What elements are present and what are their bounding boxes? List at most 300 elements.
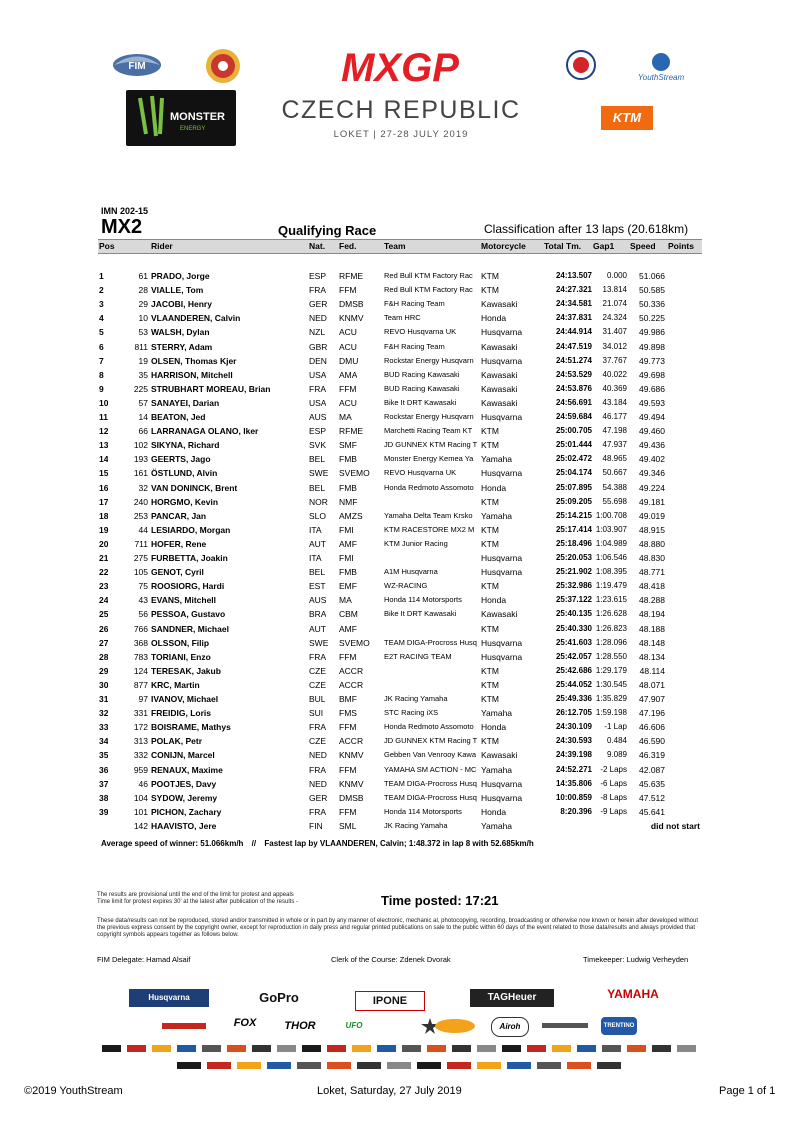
row-rider-name: HARRISON, Mitchell <box>151 369 233 380</box>
row-total-time: 24:51.274 <box>555 355 592 365</box>
row-gap: 9.089 <box>606 750 627 760</box>
row-gap: 1:23.615 <box>595 595 627 605</box>
row-rider-number: 97 <box>138 694 148 704</box>
row-federation: CBM <box>339 609 358 620</box>
row-nationality: AUT <box>309 623 326 634</box>
row-total-time: 25:01.444 <box>555 440 592 450</box>
row-team: Rockstar Energy Husqvarn <box>384 355 474 365</box>
row-rider-name: CONIJN, Marcel <box>151 750 215 761</box>
row-rider-number: 61 <box>138 271 148 281</box>
row-speed: 49.986 <box>639 327 665 338</box>
row-motorcycle: Yamaha <box>481 764 513 775</box>
row-speed: 49.686 <box>639 383 665 394</box>
table-row <box>98 791 702 805</box>
supplier-strip-icon <box>175 1060 625 1072</box>
row-speed: 47.512 <box>639 792 665 803</box>
row-motorcycle: KTM <box>481 623 499 634</box>
row-motorcycle: Kawasaki <box>481 397 518 408</box>
row-speed: 47.907 <box>639 694 665 704</box>
row-speed: 48.418 <box>639 581 665 592</box>
row-rider-name: GENOT, Cyril <box>151 567 204 578</box>
row-motorcycle: KTM <box>481 426 499 437</box>
table-row <box>98 763 702 777</box>
row-nationality: AUS <box>309 412 327 422</box>
row-rider-name: SYDOW, Jeremy <box>151 792 218 803</box>
row-motorcycle: KTM <box>481 679 499 690</box>
row-total-time: 25:00.705 <box>555 426 592 436</box>
row-nationality: NED <box>309 778 327 789</box>
ufo-logo: UFO <box>345 1021 363 1030</box>
row-team: Gebben Van Venrooy Kawa <box>384 750 477 760</box>
row-nationality: ITA <box>309 553 322 563</box>
table-row <box>98 720 702 734</box>
row-position: 18 <box>99 510 109 521</box>
table-row <box>98 579 702 593</box>
row-position: 27 <box>99 637 109 648</box>
row-nationality: GBR <box>309 341 328 352</box>
row-nationality: AUT <box>309 538 326 549</box>
row-position: 3 <box>99 299 104 310</box>
row-team: Honda 114 Motorsports <box>384 806 462 816</box>
row-gap: -6 Laps <box>600 778 627 788</box>
row-federation: MA <box>339 595 352 606</box>
table-row <box>98 424 702 438</box>
fim-logo <box>112 52 162 78</box>
footer-location-date: Loket, Saturday, 27 July 2019 <box>317 1085 462 1097</box>
row-total-time: 24:27.321 <box>555 285 592 295</box>
row-rider-name: POOTJES, Davy <box>151 778 217 789</box>
table-row <box>98 551 702 565</box>
row-rider-name: TORIANI, Enzo <box>151 651 211 662</box>
husqvarna-logo: Husqvarna <box>129 989 209 1007</box>
row-speed: 50.225 <box>639 313 665 324</box>
yamaha-logo: YAMAHA <box>607 987 659 1001</box>
row-motorcycle: Kawasaki <box>481 369 518 380</box>
row-total-time: 25:40.330 <box>555 623 592 633</box>
col-total-time: Total Tm. <box>544 241 582 251</box>
row-speed: 49.898 <box>639 341 665 352</box>
row-nationality: EST <box>309 581 326 592</box>
fox-logo: FOX <box>233 1017 257 1029</box>
row-rider-name: LESIARDO, Morgan <box>151 524 231 535</box>
row-gap: 1:03.907 <box>595 524 627 534</box>
monster-energy-logo <box>126 90 236 146</box>
row-total-time: 24:47.519 <box>555 341 592 351</box>
row-team: Red Bull KTM Factory Rac <box>384 285 473 295</box>
trentino-logo: TRENTINO <box>601 1017 637 1035</box>
row-rider-number: 102 <box>133 440 148 451</box>
row-total-time: 25:40.135 <box>555 609 592 619</box>
row-position: 26 <box>99 623 109 634</box>
provisional-line-1: The results are provisional until the end of the limit for protest and appeals <box>97 892 294 898</box>
table-row <box>98 325 702 339</box>
row-team: Team HRC <box>384 313 421 323</box>
row-position: 23 <box>99 581 109 592</box>
row-nationality: USA <box>309 397 327 408</box>
row-nationality: SVK <box>309 440 327 451</box>
row-federation: FFM <box>339 651 357 662</box>
row-gap: 1:59.198 <box>595 708 627 718</box>
row-gap: 1:04.989 <box>595 538 627 548</box>
row-rider-name: TERESAK, Jakub <box>151 665 221 676</box>
row-team: E2T RACING TEAM <box>384 651 452 661</box>
row-team: Bike It DRT Kawasaki <box>384 397 457 407</box>
table-row <box>98 622 702 636</box>
row-position: 32 <box>99 708 109 719</box>
sponsor-badge-icon <box>433 1017 477 1035</box>
row-team: JK Racing Yamaha <box>384 820 448 830</box>
row-nationality: SLO <box>309 510 327 521</box>
row-total-time: 25:04.174 <box>555 468 592 478</box>
row-federation: ACU <box>339 327 357 338</box>
row-nationality: GER <box>309 299 328 310</box>
row-nationality: FRA <box>309 806 326 817</box>
row-gap: 1:26.823 <box>595 623 627 633</box>
row-rider-name: OLSEN, Thomas Kjer <box>151 355 237 366</box>
row-gap: 21.074 <box>602 299 627 309</box>
row-motorcycle: KTM <box>481 285 499 296</box>
row-gap: -1 Lap <box>604 722 627 732</box>
row-speed: 49.402 <box>639 454 665 465</box>
row-rider-number: 368 <box>133 637 148 648</box>
row-rider-name: SANAYEI, Darian <box>151 397 220 408</box>
row-rider-number: 66 <box>138 426 148 437</box>
row-position: 4 <box>99 313 104 324</box>
row-nationality: BEL <box>309 454 326 465</box>
row-status: did not start <box>650 820 700 831</box>
youthstream-logo-text: YouthStream <box>637 73 685 82</box>
race-summary <box>101 839 534 848</box>
row-motorcycle: Husqvarna <box>481 412 523 422</box>
row-team: Bike It DRT Kawasaki <box>384 609 457 619</box>
row-rider-name: JACOBI, Henry <box>151 299 212 310</box>
thor-logo: THOR <box>284 1020 316 1032</box>
row-gap: 47.198 <box>602 426 627 436</box>
row-gap: 55.698 <box>602 496 627 506</box>
table-row <box>98 297 702 311</box>
row-motorcycle: KTM <box>481 538 499 549</box>
row-speed: 48.771 <box>639 567 665 578</box>
row-federation: EMF <box>339 581 357 592</box>
row-federation: ACCR <box>339 679 364 690</box>
table-row <box>98 706 702 720</box>
row-total-time: 25:42.686 <box>555 665 592 675</box>
fastest-lap: Fastest lap by VLAANDEREN, Calvin; 1:48.372 in lap 8 with 52.685km/h <box>264 839 534 848</box>
row-nationality: BEL <box>309 482 326 493</box>
row-team: JD GUNNEX KTM Racing T <box>384 440 478 450</box>
row-rider-name: VIALLE, Tom <box>151 285 204 296</box>
row-gap: 1:29.179 <box>595 665 627 675</box>
footer-copyright: ©2019 YouthStream <box>24 1085 123 1097</box>
row-team: TEAM DIGA-Procross Husq <box>384 637 477 647</box>
row-rider-number: 44 <box>138 524 148 535</box>
row-gap: 0.000 <box>606 271 627 280</box>
copyright-notice: These data/results can not be reproduced, stored and/or transmitted in whole or in part by any manner of electronic, mechanic al, photocopying, recording, broadcasting or otherwise now known or herein after developed without the previous express consent by the copyright owner, except for reproduction in daily press and regular printed publications on sale to the public within 60 days of the event related to those data/results and always provided that copyright symbols appears together as follows below. <box>97 918 699 938</box>
row-speed: 48.071 <box>639 679 665 690</box>
row-federation: FMS <box>339 708 357 719</box>
row-speed: 49.773 <box>639 355 665 366</box>
row-nationality: SWE <box>309 468 329 479</box>
row-motorcycle: Yamaha <box>481 510 513 521</box>
row-team: STC Racing iXS <box>384 708 439 718</box>
row-total-time: 25:02.472 <box>555 454 592 464</box>
row-gap: 0.484 <box>606 736 627 746</box>
event-date-location: LOKET | 27-28 JULY 2019 <box>333 129 469 140</box>
tagheuer-logo: TAGHeuer <box>470 989 554 1007</box>
row-nationality: BEL <box>309 567 326 578</box>
row-rider-name: FURBETTA, Joakin <box>151 553 228 563</box>
row-motorcycle: Kawasaki <box>481 609 518 620</box>
row-rider-name: VLAANDEREN, Calvin <box>151 313 241 324</box>
row-total-time: 24:53.876 <box>555 383 592 393</box>
row-total-time: 24:30.593 <box>555 736 592 746</box>
row-federation: ACU <box>339 341 357 352</box>
row-team: F&H Racing Team <box>384 299 445 309</box>
row-motorcycle: Husqvarna <box>481 553 523 563</box>
row-federation: AMF <box>339 538 357 549</box>
row-rider-number: 19 <box>138 355 148 366</box>
row-federation: FFM <box>339 285 357 296</box>
row-position: 35 <box>99 750 109 761</box>
table-row <box>98 636 702 650</box>
row-team: BUD Racing Kawasaki <box>384 369 460 379</box>
row-nationality: USA <box>309 369 327 380</box>
row-rider-name: HORGMO, Kevin <box>151 496 219 507</box>
row-motorcycle: Husqvarna <box>481 637 523 648</box>
row-gap: 47.937 <box>602 440 627 450</box>
provisional-line-2: Time limit for protest expires 30' at the latest after publication of the results - <box>97 899 299 905</box>
row-total-time: 25:49.336 <box>555 694 592 703</box>
row-federation: SVEMO <box>339 468 370 479</box>
svg-text:ENERGY: ENERGY <box>180 126 206 132</box>
row-federation: AMF <box>339 623 357 634</box>
row-total-time: 25:44.052 <box>555 679 592 689</box>
row-rider-number: 14 <box>138 412 148 422</box>
row-nationality: CZE <box>309 736 326 747</box>
row-rider-number: 959 <box>133 764 148 775</box>
row-rider-number: 332 <box>133 750 148 761</box>
row-gap: 1:00.708 <box>595 510 627 520</box>
row-rider-number: 275 <box>133 553 148 563</box>
classification-info: Classification after 13 laps (20.618km) <box>484 222 689 236</box>
row-position: 30 <box>99 679 109 690</box>
row-federation: FFM <box>339 383 357 394</box>
row-position: 39 <box>99 806 109 817</box>
row-motorcycle: KTM <box>481 581 499 592</box>
row-position: 37 <box>99 778 109 789</box>
row-motorcycle: Kawasaki <box>481 750 518 761</box>
table-row <box>98 396 702 410</box>
row-federation: SVEMO <box>339 637 370 648</box>
col-gap: Gap1 <box>593 241 615 251</box>
table-row <box>98 748 702 762</box>
row-motorcycle: Honda <box>481 595 507 606</box>
row-rider-number: 313 <box>133 736 148 747</box>
row-total-time: 24:34.581 <box>555 299 592 309</box>
row-rider-number: 253 <box>133 510 148 521</box>
row-rider-number: 783 <box>133 651 148 662</box>
row-team: Monster Energy Kemea Ya <box>384 454 474 464</box>
row-gap: 1:30.545 <box>595 679 627 689</box>
row-team: KTM RACESTORE MX2 M <box>384 524 475 534</box>
sponsor-mark-icon <box>160 1017 210 1035</box>
row-speed: 49.698 <box>639 369 665 380</box>
row-team: F&H Racing Team <box>384 341 445 351</box>
row-rider-number: 75 <box>138 581 148 592</box>
row-position: 29 <box>99 665 109 676</box>
row-position: 6 <box>99 341 104 352</box>
table-header <box>98 239 702 254</box>
row-gap: 1:06.546 <box>595 553 627 562</box>
svg-text:MONSTER: MONSTER <box>170 111 225 123</box>
table-row <box>98 368 702 382</box>
airoh-logo: Airoh <box>491 1017 529 1037</box>
row-position: 25 <box>99 609 109 620</box>
row-total-time: 25:20.053 <box>555 553 592 562</box>
row-gap: 34.012 <box>602 341 627 351</box>
row-team: YAMAHA SM ACTION - MC <box>384 764 477 774</box>
row-rider-name: BEATON, Jed <box>151 412 206 422</box>
row-rider-number: 53 <box>138 327 148 338</box>
table-row <box>98 777 702 791</box>
col-nat: Nat. <box>309 241 326 251</box>
row-total-time: 24:44.914 <box>555 327 592 337</box>
row-gap: 13.814 <box>602 285 627 295</box>
row-rider-name: ÖSTLUND, Alvin <box>151 468 218 479</box>
row-team: TEAM DIGA-Procross Husq <box>384 778 477 788</box>
row-nationality: AUS <box>309 595 327 606</box>
row-rider-name: EVANS, Mitchell <box>151 595 217 606</box>
row-rider-name: VAN DONINCK, Brent <box>151 482 238 493</box>
row-rider-number: 46 <box>138 778 148 789</box>
row-nationality: CZE <box>309 665 326 676</box>
row-position: 19 <box>99 524 109 535</box>
row-total-time: 25:14.215 <box>555 510 592 520</box>
row-position: 9 <box>99 383 104 394</box>
row-team: REVO Husqvarna UK <box>384 468 457 478</box>
row-gap: 1:26.628 <box>595 609 627 619</box>
row-total-time: 24:56.691 <box>555 397 592 407</box>
row-rider-number: 142 <box>133 820 148 831</box>
row-rider-number: 161 <box>133 468 148 479</box>
table-row <box>98 509 702 523</box>
row-total-time: 24:52.271 <box>555 764 592 774</box>
row-speed: 46.590 <box>639 736 665 747</box>
row-motorcycle: Yamaha <box>481 708 513 719</box>
row-speed: 46.606 <box>639 722 665 733</box>
fim-delegate: FIM Delegate: Hamad Alsaif <box>97 955 191 964</box>
row-rider-name: PANCAR, Jan <box>151 510 207 521</box>
table-row <box>98 523 702 537</box>
row-nationality: FRA <box>309 764 326 775</box>
row-nationality: BUL <box>309 694 326 704</box>
row-total-time: 25:21.902 <box>555 567 592 577</box>
row-federation: FMB <box>339 454 357 465</box>
table-row <box>98 495 702 509</box>
row-total-time: 24:53.529 <box>555 369 592 379</box>
row-total-time: 8:20.396 <box>560 806 592 816</box>
row-rider-name: ROOSIORG, Hardi <box>151 581 225 592</box>
row-total-time: 25:09.205 <box>555 496 592 506</box>
row-motorcycle: Honda <box>481 313 507 324</box>
row-gap: 1:28.096 <box>595 637 627 647</box>
row-rider-name: OLSSON, Filip <box>151 637 210 648</box>
row-rider-name: GEERTS, Jago <box>151 454 211 465</box>
row-rider-number: 124 <box>133 665 148 676</box>
row-position: 24 <box>99 595 109 606</box>
row-nationality: NED <box>309 313 327 324</box>
row-rider-name: WALSH, Dylan <box>151 327 210 338</box>
row-federation: SML <box>339 820 357 831</box>
row-speed: 49.346 <box>639 468 665 479</box>
row-speed: 49.593 <box>639 397 665 408</box>
row-nationality: FRA <box>309 651 326 662</box>
row-total-time: 24:59.684 <box>555 412 592 421</box>
row-speed: 47.196 <box>639 708 665 719</box>
table-row <box>98 410 702 424</box>
row-rider-name: PESSOA, Gustavo <box>151 609 226 620</box>
row-federation: FFM <box>339 722 357 733</box>
row-federation: FFM <box>339 806 357 817</box>
row-team: A1M Husqvarna <box>384 567 438 577</box>
row-nationality: GER <box>309 792 328 803</box>
row-motorcycle: Husqvarna <box>481 355 523 366</box>
row-nationality: NOR <box>309 496 328 507</box>
row-motorcycle: Husqvarna <box>481 778 523 789</box>
row-federation: FMB <box>339 482 357 493</box>
row-total-time: 10:00.859 <box>555 792 592 802</box>
col-rider: Rider <box>151 241 173 251</box>
row-gap: 31.407 <box>602 327 627 337</box>
row-rider-number: 35 <box>138 369 148 380</box>
row-total-time: 24:37.831 <box>555 313 592 323</box>
row-federation: FFM <box>339 764 357 775</box>
row-rider-number: 193 <box>133 454 148 465</box>
clerk-of-course: Clerk of the Course: Zdenek Dvorak <box>331 955 451 964</box>
row-federation: DMSB <box>339 792 364 803</box>
row-gap: 37.767 <box>602 355 627 365</box>
row-position: 13 <box>99 440 109 451</box>
row-rider-name: KRC, Martin <box>151 679 200 690</box>
row-nationality: DEN <box>309 355 327 366</box>
row-federation: NMF <box>339 496 358 507</box>
class-title: MX2 <box>101 216 143 238</box>
ipone-logo: IPONE <box>355 991 425 1011</box>
row-rider-name: SANDNER, Michael <box>151 623 229 634</box>
row-motorcycle: Husqvarna <box>481 327 523 338</box>
row-motorcycle: KTM <box>481 694 499 704</box>
row-rider-number: 32 <box>138 482 148 493</box>
row-rider-number: 10 <box>138 313 148 324</box>
row-position: 21 <box>99 553 109 563</box>
row-gap: 1:08.395 <box>595 567 627 577</box>
row-rider-number: 711 <box>134 538 148 549</box>
table-row <box>98 438 702 452</box>
row-rider-number: 43 <box>138 595 148 606</box>
row-team: Yamaha Delta Team Krsko <box>384 510 473 520</box>
row-rider-name: PICHON, Zachary <box>151 806 222 817</box>
table-row <box>98 664 702 678</box>
row-total-time: 25:32.986 <box>555 581 592 591</box>
row-motorcycle: Kawasaki <box>481 341 518 352</box>
row-rider-name: HAAVISTO, Jere <box>151 820 217 831</box>
row-speed: 48.830 <box>639 553 665 563</box>
time-posted: Time posted: 17:21 <box>381 893 499 908</box>
row-federation: MA <box>339 412 352 422</box>
row-position: 28 <box>99 651 109 662</box>
row-nationality: FIN <box>309 820 323 831</box>
row-federation: BMF <box>339 694 357 704</box>
